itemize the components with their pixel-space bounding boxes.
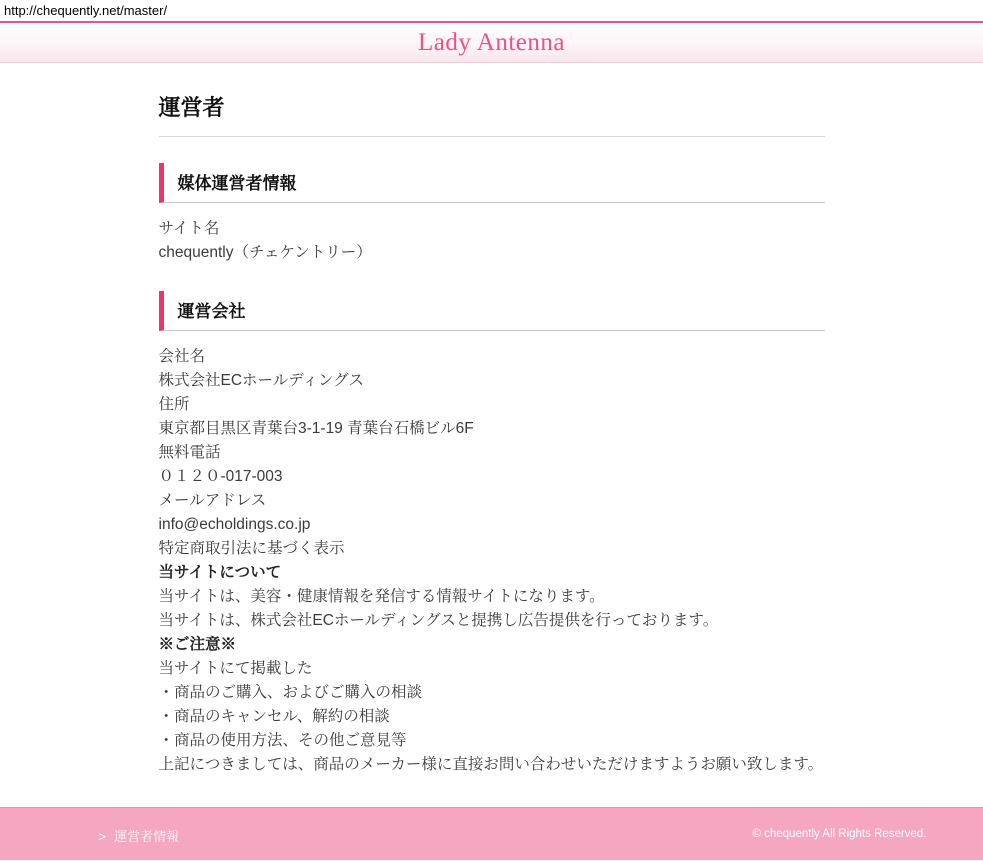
site-footer [0,807,983,860]
email-line[interactable]: info@echoldings.co.jp [158,516,311,533]
section-body [159,203,825,265]
content-inner [159,63,825,777]
body-line: ０１２０-017-003 [158,468,283,485]
main-content [0,63,983,803]
body-line: 東京都目黒区青葉台3-1-19 青葉台石橋ビル6F [158,420,474,437]
section-body [159,331,825,777]
body-line: chequently（チェケントリー） [158,244,372,261]
section-heading: 媒体運営者情報 [159,163,825,203]
body-line: 当サイトにて掲載した [158,660,313,677]
section-heading: 運営会社 [159,291,825,331]
footer-inner [57,808,927,860]
body-line-bold: ※ご注意※ [158,636,237,653]
body-line: 住所 [158,396,190,413]
body-line: 特定商取引法に基づく表示 [158,540,345,557]
body-line: 当サイトは、株式会社ECホールディングスと提携し広告提供を行っております。 [158,612,719,629]
body-line: 株式会社ECホールディングス [158,372,365,389]
footer-link-operator-info[interactable] [99,826,180,845]
section-operating-company [159,291,825,777]
body-line: ・商品のキャンセル、解約の相談 [158,708,390,725]
body-line: サイト名 [158,220,220,237]
chevron-right-icon: > [98,829,107,844]
site-header [0,21,983,63]
footer-copyright: © chequently All Rights Reserved. [752,828,927,840]
body-line: ・商品のご購入、およびご購入の相談 [158,684,423,701]
body-line-bold: 当サイトについて [158,564,282,581]
footer-link-label: 運営者情報 [114,829,180,844]
body-line: 上記につきましては、商品のメーカー様に直接お問い合わせいただけますようお願い致します。 [158,756,824,773]
url-text: http://chequently.net/master/ [4,3,168,18]
page-title: 運営者 [159,63,825,137]
body-line: ・商品の使用方法、その他ご意見等 [158,732,407,749]
browser-url-bar[interactable] [0,0,983,21]
body-line: 会社名 [158,348,206,365]
body-line: メールアドレス [158,492,267,509]
page-container [0,21,983,860]
body-line: 無料電話 [158,444,221,461]
section-media-operator [159,163,825,265]
site-logo[interactable]: Lady Antenna [418,29,565,56]
body-line: 当サイトは、美容・健康情報を発信する情報サイトになります。 [158,588,605,605]
